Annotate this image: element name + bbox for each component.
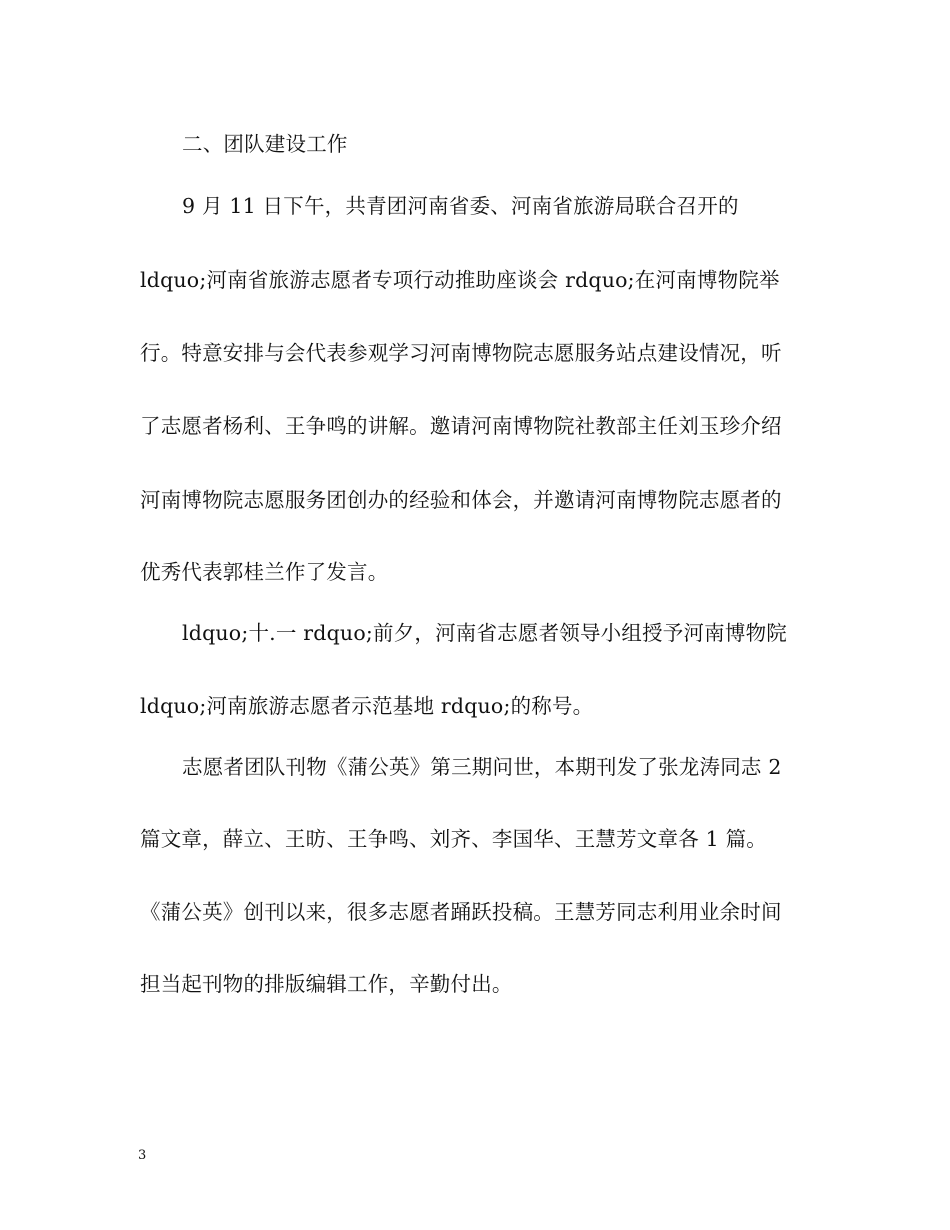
page-number: 3 [138,1148,147,1163]
paragraph-line: 篇文章，薛立、王昉、王争鸣、刘齐、李国华、王慧芳文章各 1 篇。 [140,827,767,851]
paragraph-line: ldquo;十.一 rdquo;前夕，河南省志愿者领导小组授予河南博物院 [182,621,787,645]
paragraph-line: 行。特意安排与会代表参观学习河南博物院志愿服务站点建设情况，听 [140,341,782,365]
paragraph-line: ldquo;河南旅游志愿者示范基地 rdquo;的称号。 [140,694,594,718]
paragraph-line: 优秀代表郭桂兰作了发言。 [140,560,389,584]
paragraph-line: 9 月 11 日下午，共青团河南省委、河南省旅游局联合召开的 [182,194,739,218]
paragraph-line: 志愿者团队刊物《蒲公英》第三期问世，本期刊发了张龙涛同志 2 [182,755,782,779]
paragraph-line: 担当起刊物的排版编辑工作，辛勤付出。 [140,972,513,996]
section-heading: 二、团队建设工作 [182,132,348,156]
paragraph-line: 《蒲公英》创刊以来，很多志愿者踊跃投稿。王慧芳同志利用业余时间 [140,900,782,924]
paragraph-line: ldquo;河南省旅游志愿者专项行动推助座谈会 rdquo;在河南博物院举 [140,268,780,292]
paragraph-line: 河南博物院志愿服务团创办的经验和体会，并邀请河南博物院志愿者的 [140,488,782,512]
paragraph-line: 了志愿者杨利、王争鸣的讲解。邀请河南博物院社教部主任刘玉珍介绍 [140,414,782,438]
